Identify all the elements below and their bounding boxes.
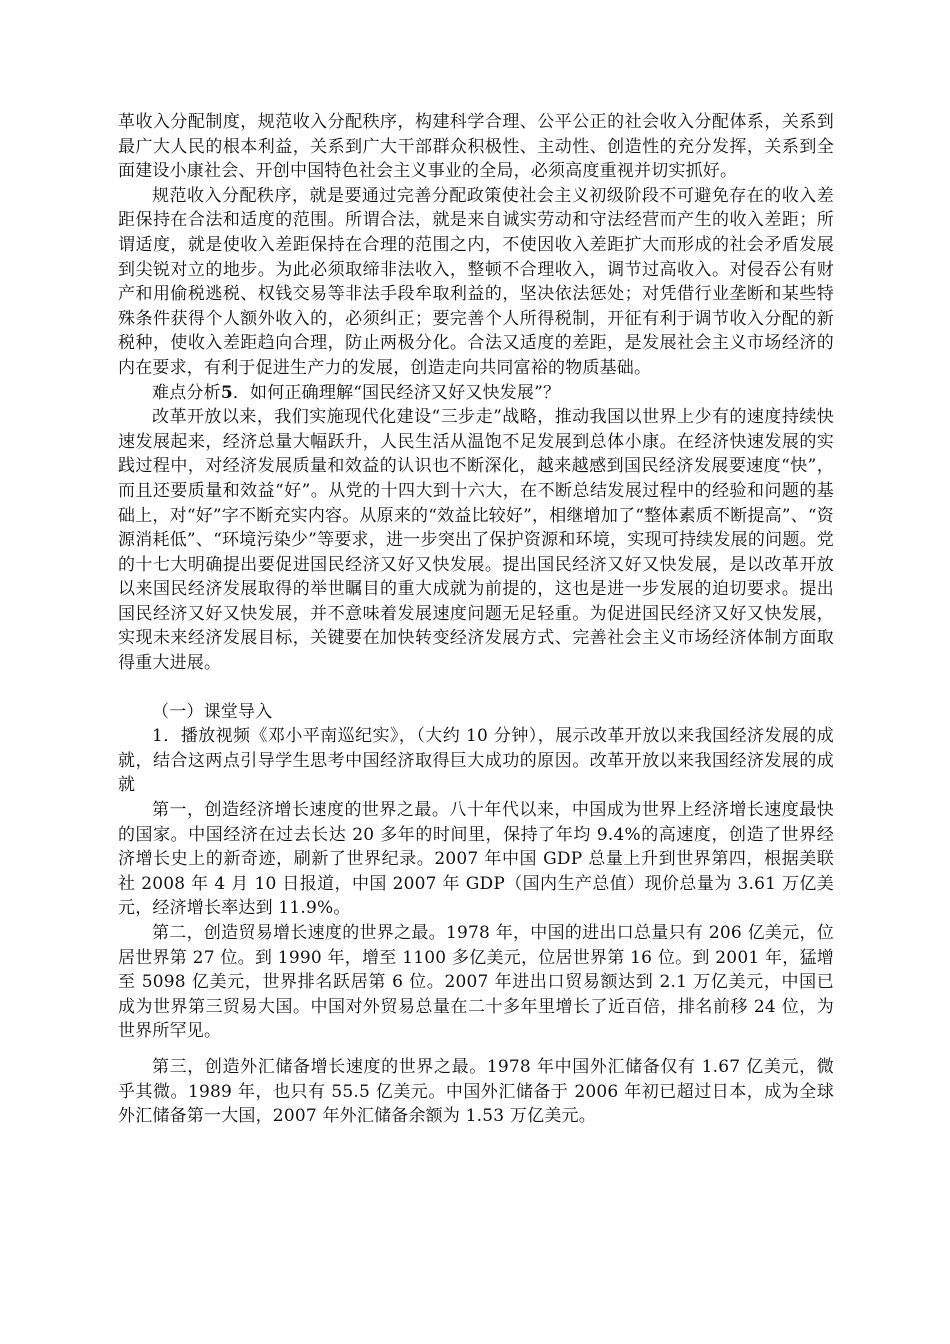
paragraph-third-achievement: 第三，创造外汇储备增长速度的世界之最。1978 年中国外汇储备仅有 1.67 亿美元，微乎其微。1989 年，也只有 55.5 亿美元。中国外汇储备于 2006 年初已超过日本，成为全球外汇储备第一大国，2007 年外汇储备余额为 1.53 万亿美元。 <box>118 1056 835 1127</box>
paragraph-spacer <box>118 1044 834 1055</box>
paragraph-first-achievement: 第一，创造经济增长速度的世界之最。八十年代以来，中国成为世界上经济增长速度最快的国家。中国经济在过去长达 20 多年的时间里，保持了年均 9.4%的高速度，创造了世界经济增长史上的新奇迹，刷新了世界纪录。2007 年中国 GDP 总量上升到世界第四，根据美联社 2008 年 4 月 10 日报道，中国 2007 年 GDP（国内生产总值）现价总量为 3.61 万亿美元，经济增长率达到 11.9%。 <box>118 800 834 919</box>
difficulty-analysis-question: ．如何正确理解“国民经济又好又快发展”？ <box>232 382 561 403</box>
paragraph-income-distribution-continuation: 革收入分配制度，规范收入分配秩序，构建科学合理、公平公正的社会收入分配体系，关系到最广大人民的根本利益，关系到广大干部群众积极性、主动性、创造性的充分发挥，关系到全面建设小康社会、开创中国特色社会主义事业的全局，必须高度重视并切实抓好。 <box>118 112 834 182</box>
section-spacer <box>118 676 834 700</box>
difficulty-analysis-heading <box>118 381 834 406</box>
paragraph-reform-opening-development: 改革开放以来，我们实施现代化建设“三步走”战略，推动我国以世界上少有的速度持续快速发展起来，经济总量大幅跃升，人民生活从温饱不足发展到总体小康。在经济快速发展的实践过程中，对经济发展质量和效益的认识也不断深化，越来越感到国民经济发展要速度“快”，而且还要质量和效益“好”。从党的十四大到十六大，在不断总结发展过程中的经验和问题的基础上，对“好”字不断充实内容。从原来的“效益比较好”，相继增加了“整体素质不断提高”、“资源消耗低”、“环境污染少”等要求，进一步突出了保护资源和环境，实现可持续发展的问题。党的十七大明确提出要促进国民经济又好又快发展。提出国民经济又好又快发展，是以改革开放以来国民经济发展取得的举世瞩目的重大成就为前提的，这也是进一步发展的迫切要求。提出国民经济又好又快发展，并不意味着发展速度问题无足轻重。为促进国民经济又好又快发展，实现未来经济发展目标，关键要在加快转变经济发展方式、完善社会主义市场经济体制方面取得重大进展。 <box>118 407 834 674</box>
paragraph-video-intro: 1．播放视频《邓小平南巡纪实》，（大约 10 分钟），展示改革开放以来我国经济发展的成就，结合这两点引导学生思考中国经济取得巨大成功的原因。改革开放以来我国经济发展的成就 <box>118 726 834 796</box>
difficulty-analysis-prefix: 难点分析 <box>152 382 221 403</box>
section-heading-class-introduction: （一）课堂导入 <box>152 701 273 722</box>
paragraph-regulate-income-order: 规范收入分配秩序，就是要通过完善分配政策使社会主义初级阶段不可避免存在的收入差距保持在合法和适度的范围。所谓合法，就是来自诚实劳动和守法经营而产生的收入差距；所谓适度，就是使收入差距保持在合理的范围之内，不使因收入差距扩大而形成的社会矛盾发展到尖锐对立的地步。为此必须取缔非法收入，整顿不合理收入，调节过高收入。对侵吞公有财产和用偷税逃税、权钱交易等非法手段牟取利益的，坚决依法惩处；对凭借行业垄断和某些特殊条件获得个人额外收入的，必须纠正；要完善个人所得税制，开征有利于调节收入分配的新税种，使收入差距趋向合理，防止两极分化。合法又适度的差距，是发展社会主义市场经济的内在要求，有利于促进生产力的发展，创造走向共同富裕的物质基础。 <box>118 185 834 378</box>
difficulty-analysis-number: 5 <box>220 382 233 403</box>
document-page <box>118 110 834 1129</box>
paragraph-second-achievement: 第二，创造贸易增长速度的世界之最。1978 年，中国的进出口总量只有 206 亿美元，位居世界第 27 位。到 1990 年，增至 1100 多亿美元，位居世界第 16 位。到 2001 年，猛增至 5098 亿美元，世界排名跃居第 6 位。2007 年进出口贸易额达到 2.1 万亿美元，中国已成为世界第三贸易大国。中国对外贸易总量在二十多年里增长了近百倍，排名前移 24 位，为世界所罕见。 <box>118 923 834 1042</box>
